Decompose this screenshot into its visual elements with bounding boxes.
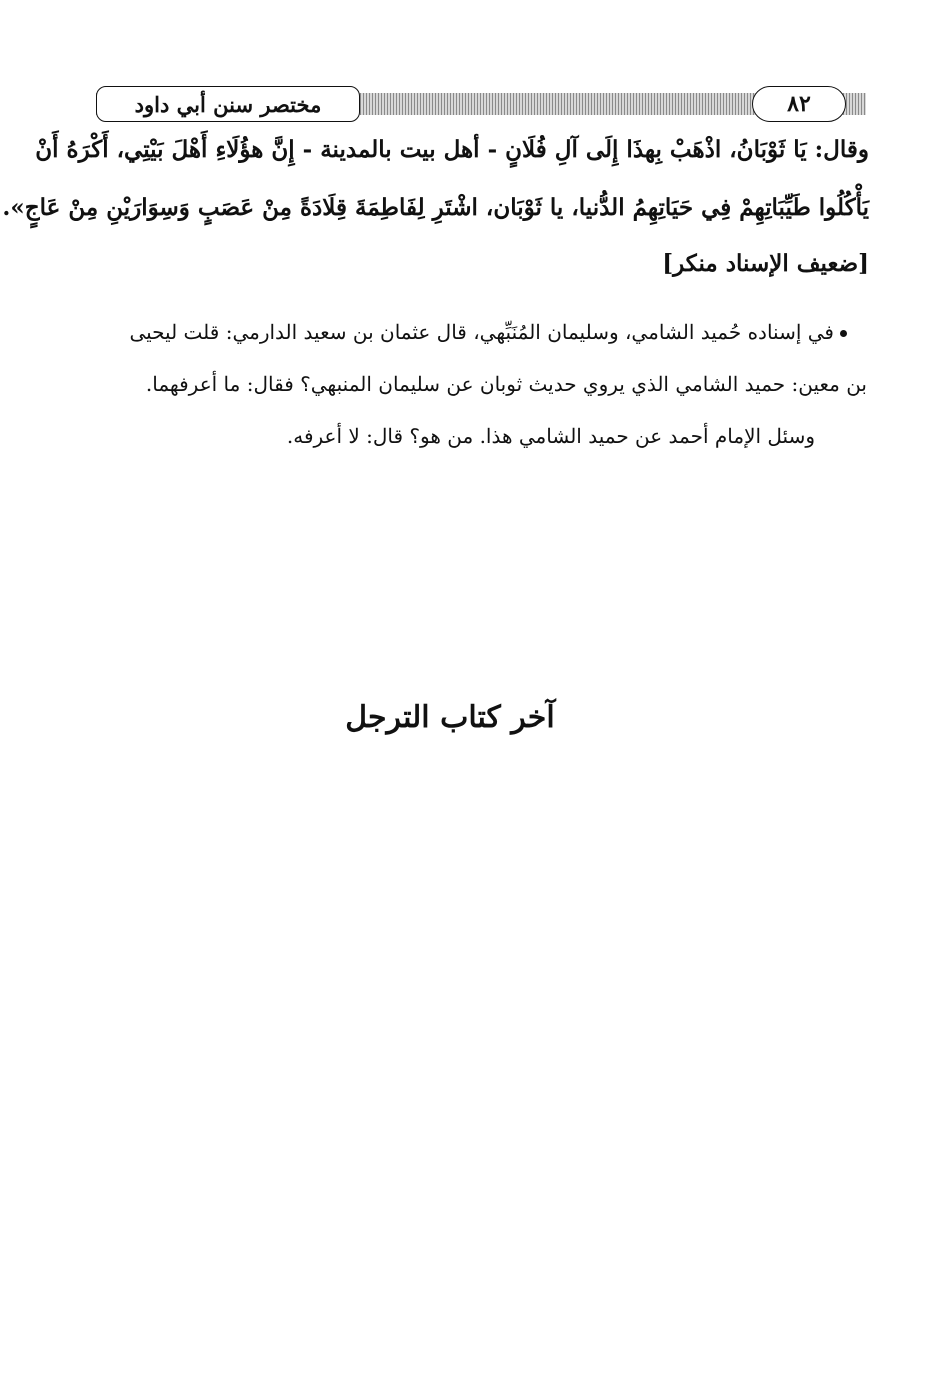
hadith-text-line-1: وقال: يَا ثَوْبَانُ، اذْهَبْ بِهذَا إِلَى آلِ فُلَانٍ - أهل بيت بالمدينة - إِنَّ هؤُلَاءِ أَهْلَ بَيْتِي، أَكْرَهُ أَنْ bbox=[35, 136, 869, 163]
note-line-1 bbox=[129, 320, 847, 344]
end-of-book-title: آخر كتاب الترجل bbox=[345, 700, 555, 735]
note-line-2: بن معين: حميد الشامي الذي يروي حديث ثوبان عن سليمان المنبهي؟ فقال: ما أعرفهما. bbox=[145, 372, 867, 396]
bullet-icon bbox=[840, 330, 847, 337]
page-number: ٨٢ bbox=[752, 86, 846, 122]
hadith-grading: [ضعيف الإسناد منكر] bbox=[662, 250, 869, 277]
note-line-3: وسئل الإمام أحمد عن حميد الشامي هذا. من هو؟ قال: لا أعرفه. bbox=[286, 424, 815, 448]
note-line-1-text: في إسناده حُميد الشامي، وسليمان المُنَبِّهي، قال عثمان بن سعيد الدارمي: قلت ليحيى bbox=[129, 320, 834, 344]
book-title: مختصر سنن أبي داود bbox=[96, 86, 360, 122]
hadith-text-line-2: يَأْكُلُوا طَيِّبَاتِهِمْ فِي حَيَاتِهِمُ الدُّنيا، يا ثَوْبَان، اشْتَرِ لِفَاطِمَةَ قِلَادَةً مِنْ عَصَبٍ وَسِوَارَيْنِ مِنْ عَاجٍ». bbox=[2, 194, 869, 221]
